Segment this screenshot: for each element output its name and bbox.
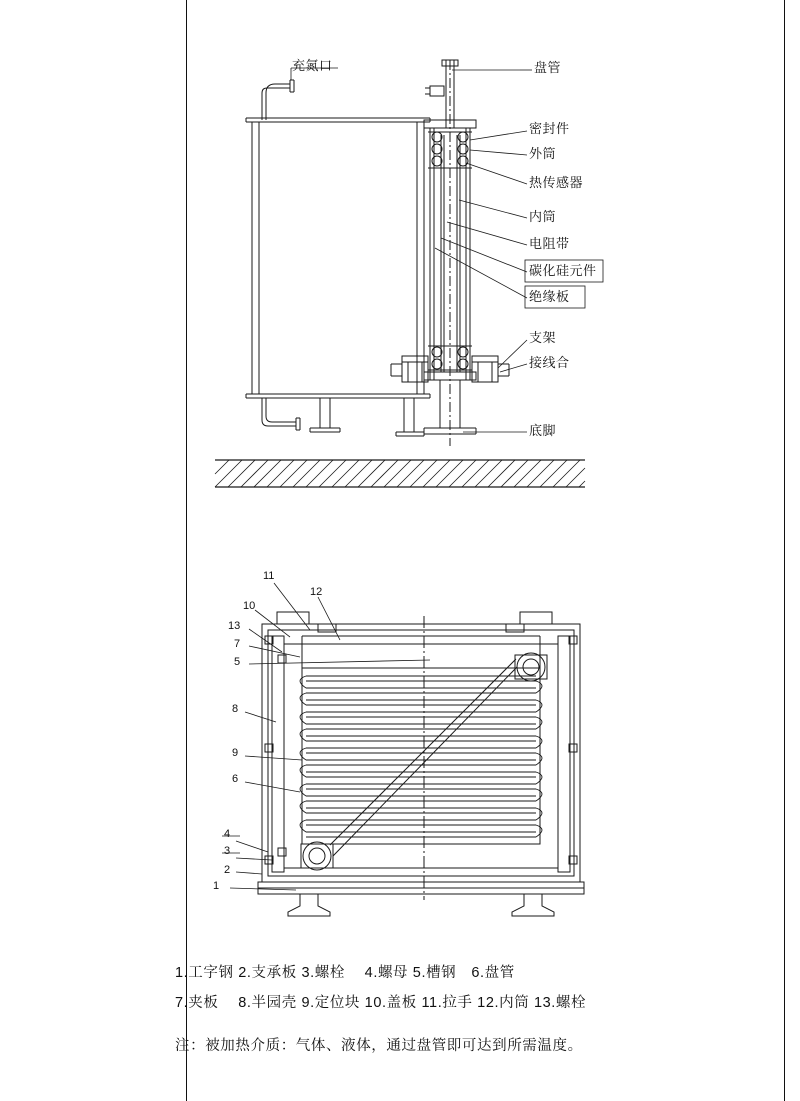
callout-number-4: 4 [224, 828, 231, 840]
callout-number-10: 10 [243, 600, 256, 612]
callout-inner-cylinder: 内筒 [529, 209, 557, 224]
note-text: 注：被加热介质：气体、液体，通过盘管即可达到所需温度。 [175, 1038, 583, 1054]
callout-number-9: 9 [232, 747, 239, 759]
callout-foot: 底脚 [529, 423, 557, 438]
callout-insulating-board: 绝缘板 [529, 289, 570, 304]
callout-coil-pipe: 盘管 [534, 60, 562, 75]
callout-number-11: 11 [263, 570, 275, 582]
callout-number-6: 6 [232, 773, 239, 785]
legend-line-1: 1.工字钢 2.支承板 3.螺栓 4.螺母 5.槽钢 6.盘管 [175, 965, 515, 981]
callout-outer-cylinder: 外筒 [529, 146, 557, 161]
callout-number-1: 1 [213, 880, 220, 892]
callout-bracket: 支架 [529, 330, 557, 345]
callout-junction-box: 接线合 [529, 355, 570, 370]
callout-number-2: 2 [224, 864, 231, 876]
callout-number-3: 3 [224, 845, 231, 857]
callout-number-13: 13 [228, 620, 241, 632]
legend-line-2: 7.夹板 8.半园壳 9.定位块 10.盖板 11.拉手 12.内筒 13.螺栓 [175, 995, 587, 1011]
callout-number-5: 5 [234, 656, 241, 668]
callout-seal-part: 密封件 [529, 121, 570, 136]
callout-number-7: 7 [234, 638, 241, 650]
callout-fill-nitrogen-port: 充氮口 [292, 58, 333, 73]
callout-resistance-band: 电阻带 [529, 236, 570, 251]
callout-silicon-carbide-element: 碳化硅元件 [529, 263, 597, 278]
callout-heat-sensor: 热传感器 [529, 175, 584, 190]
callout-number-8: 8 [232, 703, 239, 715]
callout-number-12: 12 [310, 586, 323, 598]
